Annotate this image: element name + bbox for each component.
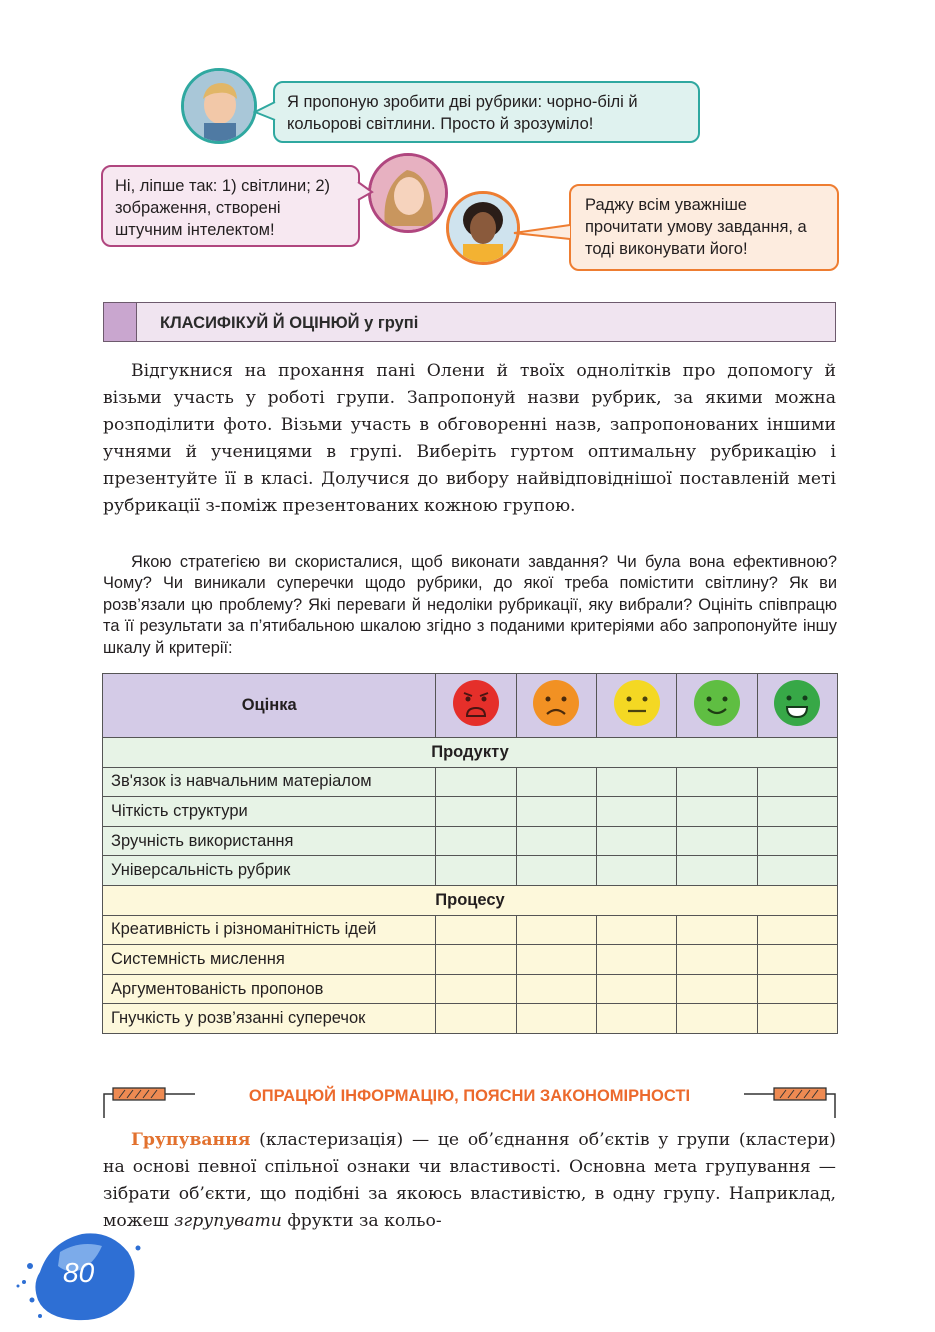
criterion-label: Аргументованість пропонов	[103, 974, 436, 1004]
rating-cell[interactable]	[516, 826, 596, 856]
girl2-bubble-tail	[512, 223, 572, 243]
neutral-face-icon	[596, 674, 676, 738]
section-header	[103, 302, 836, 342]
criterion-label: Зв'язок із навчальним матеріалом	[103, 767, 436, 797]
girl-avatar	[368, 153, 448, 233]
group-label-product: Продукту	[103, 738, 838, 768]
rating-cell[interactable]	[757, 974, 837, 1004]
sad-face-icon	[516, 674, 596, 738]
rating-cell[interactable]	[436, 945, 516, 975]
table-row	[103, 945, 838, 975]
group-row-product	[103, 738, 838, 768]
criterion-label: Чіткість структури	[103, 797, 436, 827]
rating-cell[interactable]	[757, 797, 837, 827]
info-paragraph: Групування (кластеризація) — це об’єднання об’єктів у групи (кластери) на основі певної спільної ознаки чи властивості. Основна мета групування — зібрати об’єкти, що подібні за якоюсь властивістю, в одну групу. Наприклад, можеш згрупувати фрукти за кольо-	[103, 1130, 836, 1232]
rating-cell[interactable]	[436, 856, 516, 886]
girl-speech-bubble	[101, 165, 360, 247]
rating-cell[interactable]	[677, 826, 757, 856]
rating-cell[interactable]	[516, 767, 596, 797]
table-row	[103, 767, 838, 797]
girl2-speech-bubble	[569, 184, 839, 271]
criterion-label: Зручність використання	[103, 826, 436, 856]
group-row-process	[103, 885, 838, 915]
rating-cell[interactable]	[436, 767, 516, 797]
rating-cell[interactable]	[757, 915, 837, 945]
angry-face-icon	[436, 674, 516, 738]
rating-cell[interactable]	[596, 797, 676, 827]
info-section-header	[103, 1080, 836, 1120]
rating-cell[interactable]	[677, 797, 757, 827]
table-header-row	[103, 674, 838, 738]
rating-cell[interactable]	[757, 767, 837, 797]
table-row	[103, 856, 838, 886]
rating-cell[interactable]	[596, 767, 676, 797]
girl2-speech-text: Раджу всім уважніше прочитати умову завдання, а тоді виконувати його!	[585, 196, 807, 258]
rating-cell[interactable]	[757, 945, 837, 975]
rating-cell[interactable]	[516, 945, 596, 975]
rating-cell[interactable]	[757, 856, 837, 886]
criterion-label: Креативність і різноманітність ідей	[103, 915, 436, 945]
section-title: КЛАСИФІКУЙ Й ОЦІНЮЙ у групі	[160, 314, 419, 332]
rating-cell[interactable]	[596, 856, 676, 886]
girl-speech-text: Ні, ліпше так: 1) світлини; 2) зображення, створені штучним інтелектом!	[115, 177, 331, 239]
section-header-tab	[104, 303, 137, 341]
rating-cell[interactable]	[516, 974, 596, 1004]
table-row	[103, 1004, 838, 1034]
reflection-paragraph: Якою стратегією ви скористалися, щоб виконати завдання? Чи була вона ефективною? Чому? Чи виникали суперечки щодо рубрики, до якої треба помістити світлину? Як ви розв’язали цю проблему? Які переваги й недоліки рубрикації, яку вибрали? Оцініть співпрацю та її результати за п’ятибальною шкалою згідно з поданими критеріями або запропонуйте іншу шкалу й критерії:	[103, 553, 837, 657]
criterion-label: Системність мислення	[103, 945, 436, 975]
criterion-label: Гнучкість у розв’язанні суперечок	[103, 1004, 436, 1034]
rating-cell[interactable]	[677, 945, 757, 975]
page-number: 80	[63, 1257, 95, 1288]
rating-cell[interactable]	[436, 1004, 516, 1034]
rating-cell[interactable]	[677, 974, 757, 1004]
rating-cell[interactable]	[516, 915, 596, 945]
rating-cell[interactable]	[757, 826, 837, 856]
table-row	[103, 797, 838, 827]
rating-cell[interactable]	[596, 945, 676, 975]
rating-cell[interactable]	[677, 856, 757, 886]
boy-speech-bubble	[273, 81, 700, 143]
task-paragraph: Відгукнися на прохання пані Олени й твоїх однолітків про допомогу й візьми участь у роботі групи. Запропонуй назви рубрик, за якими можна розподілити фото. Візьми участь в обговоренні назв, запропонованих іншими учнями й ученицями в групі. Виберіть гуртом оптимальну рубрикацію і презентуйте її в класі. Долучися до вибору найвідповіднішої поставленій меті рубрикації з-поміж презентованих кожною групою.	[103, 361, 836, 517]
criterion-label: Універсальність рубрик	[103, 856, 436, 886]
rating-cell[interactable]	[436, 974, 516, 1004]
table-row	[103, 826, 838, 856]
boy-avatar	[181, 68, 257, 144]
rating-cell[interactable]	[516, 1004, 596, 1034]
girl-bubble-tail	[356, 180, 374, 204]
group-label-process: Процесу	[103, 885, 838, 915]
term-highlight: Групування	[131, 1130, 251, 1150]
rating-cell[interactable]	[596, 915, 676, 945]
rubric-table	[102, 673, 838, 1034]
rating-cell[interactable]	[436, 915, 516, 945]
rating-cell[interactable]	[436, 826, 516, 856]
rating-cell[interactable]	[677, 767, 757, 797]
boy-bubble-tail	[253, 100, 277, 124]
rating-cell[interactable]	[596, 974, 676, 1004]
happy-face-icon	[757, 674, 837, 738]
table-row	[103, 915, 838, 945]
info-section-title: ОПРАЦЮЙ ІНФОРМАЦІЮ, ПОЯСНИ ЗАКОНОМІРНОСТІ	[248, 1087, 691, 1105]
table-row	[103, 974, 838, 1004]
smile-face-icon	[677, 674, 757, 738]
rating-cell[interactable]	[677, 1004, 757, 1034]
rating-cell[interactable]	[436, 797, 516, 827]
rating-cell[interactable]	[677, 915, 757, 945]
rating-cell[interactable]	[516, 856, 596, 886]
boy-speech-text: Я пропоную зробити дві рубрики: чорно-білі й кольорові світлини. Просто й зрозуміло!	[287, 93, 638, 133]
rating-cell[interactable]	[757, 1004, 837, 1034]
rating-cell[interactable]	[516, 797, 596, 827]
right-ornament-icon	[741, 1080, 836, 1120]
girl2-avatar	[446, 191, 520, 265]
table-header-label: Оцінка	[103, 674, 436, 738]
rating-cell[interactable]	[596, 826, 676, 856]
rating-cell[interactable]	[596, 1004, 676, 1034]
